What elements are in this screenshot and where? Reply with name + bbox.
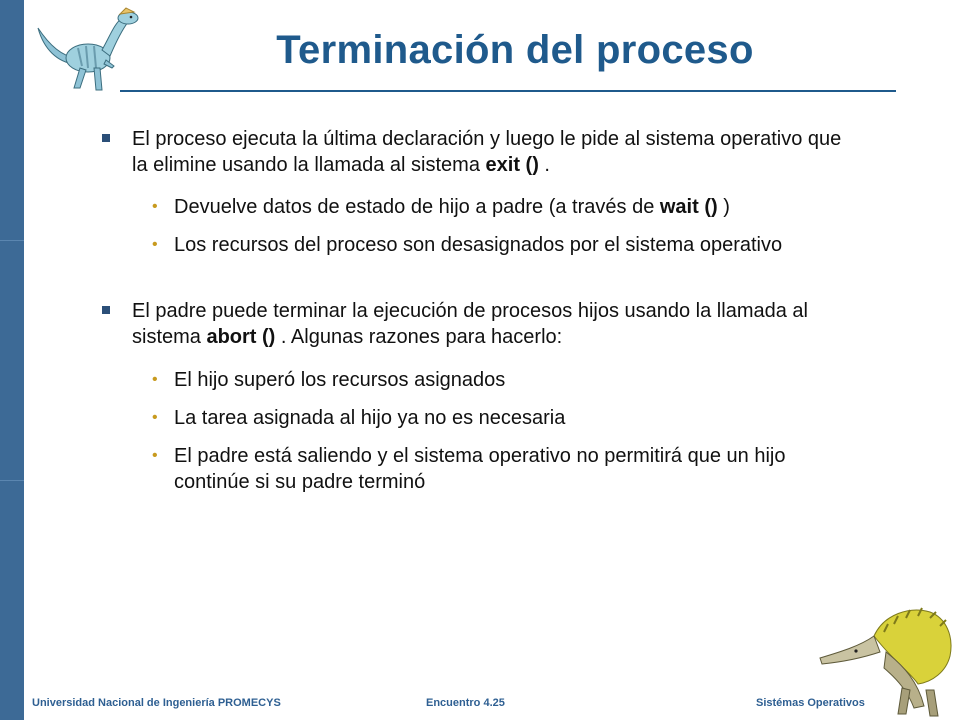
bullet-text: ): [717, 196, 730, 218]
bullet-level2: [152, 194, 854, 220]
dot-bullet-icon: •: [152, 236, 158, 253]
bullet-level2: [152, 405, 854, 431]
dot-bullet-icon: •: [152, 198, 158, 215]
bullet-text: .: [538, 154, 550, 176]
bullet-text: Los recursos del proceso son desasignados por el sistema operativo: [174, 234, 783, 256]
footer-slide-number: Encuentro 4.25: [426, 697, 505, 709]
bullet-level1: [132, 298, 852, 350]
bullet-text: Devuelve datos de estado de hijo a padre (a través de: [174, 196, 660, 218]
bullet-text: El padre puede terminar la ejecución de procesos hijos usando la llamada al sistema: [132, 300, 808, 348]
bullet-level2: [152, 232, 834, 258]
bullet-text: El proceso ejecuta la última declaración y luego le pide al sistema operativo que la elimine usando la llamada al sistema: [132, 128, 842, 176]
bullet-level2: [152, 443, 854, 495]
code-term: abort (): [206, 326, 276, 348]
bullet-level1: [132, 126, 852, 178]
footer-course: Sistémas Operativos: [756, 697, 865, 709]
bullet-level2: [152, 367, 854, 393]
footer-institution: Universidad Nacional de Ingeniería PROMECYS: [32, 697, 281, 709]
square-bullet-icon: [102, 306, 110, 314]
bullet-text: El padre está saliendo y el sistema operativo no permitirá que un hijo continúe si su padre terminó: [174, 445, 786, 493]
dot-bullet-icon: •: [152, 371, 158, 388]
code-term: wait (): [659, 196, 718, 218]
slide-title: Terminación del proceso: [276, 28, 754, 72]
dot-bullet-icon: •: [152, 409, 158, 426]
bullet-text: La tarea asignada al hijo ya no es necesaria: [174, 407, 566, 429]
bullet-text: El hijo superó los recursos asignados: [174, 369, 506, 391]
square-bullet-icon: [102, 134, 110, 142]
code-term: exit (): [485, 154, 539, 176]
dot-bullet-icon: •: [152, 447, 158, 464]
bullet-text: . Algunas razones para hacerlo:: [275, 326, 563, 348]
